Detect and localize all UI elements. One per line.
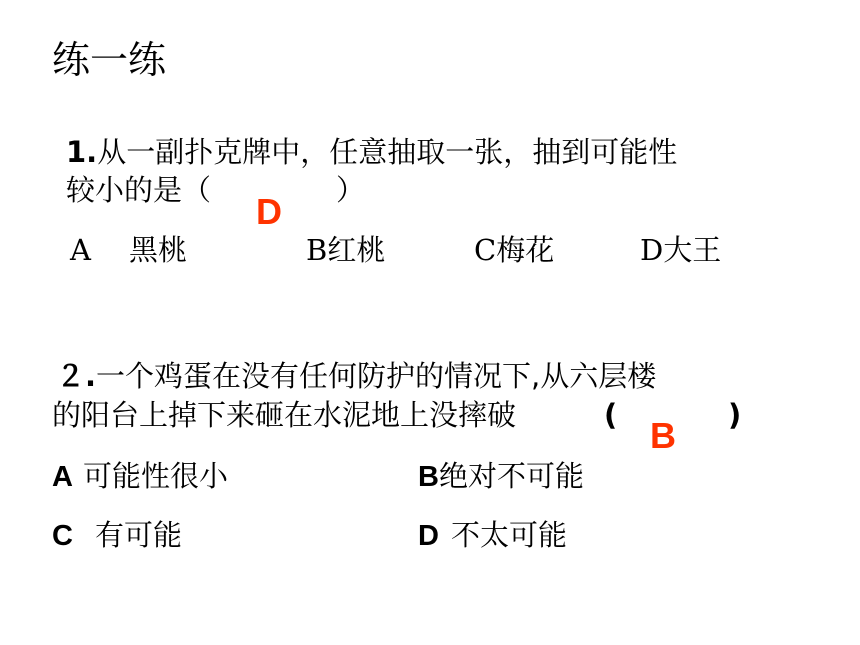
question-2-text-line-2: 的阳台上掉下来砸在水泥地上没摔破 [52, 398, 517, 432]
question-1-paren-close: ） [336, 173, 366, 207]
question-2-option-b [418, 458, 584, 495]
question-2-paren-open: ( [604, 398, 618, 432]
option-letter: C [474, 233, 497, 267]
question-2-paren-close: ) [728, 398, 742, 432]
question-1-option-b [306, 232, 385, 268]
option-text: 红桃 [327, 233, 386, 267]
question-2-text-line-1: 一个鸡蛋在没有任何防护的情况下,从六层楼 [96, 359, 657, 393]
question-2-number: ２. [56, 359, 97, 393]
option-letter: A [70, 233, 91, 267]
question-1-option-d [640, 232, 721, 268]
option-text: 有可能 [94, 518, 182, 552]
question-2-option-a [52, 458, 228, 495]
question-1-answer: D [256, 191, 282, 232]
question-1-number: 1. [66, 135, 98, 169]
option-text: 不太可能 [450, 518, 567, 552]
option-letter: B [418, 461, 439, 493]
question-1-option-a [70, 232, 187, 268]
question-1-line-1 [66, 134, 677, 170]
question-2-option-d [418, 517, 567, 554]
question-2-option-c [52, 517, 182, 554]
option-letter: D [640, 233, 664, 267]
question-2-answer: B [650, 415, 676, 456]
option-letter: B [306, 233, 328, 267]
question-1-text-line-2: 较小的是（ [66, 173, 212, 207]
option-letter: A [52, 461, 73, 493]
option-text: 黑桃 [128, 233, 187, 267]
question-1-text-line-1: 从一副扑克牌中，任意抽取一张，抽到可能性 [97, 135, 678, 169]
option-text: 梅花 [496, 233, 555, 267]
option-letter: C [52, 520, 73, 552]
page-title: 练一练 [52, 38, 167, 82]
option-text: 绝对不可能 [438, 459, 584, 493]
question-2-line-2 [52, 397, 516, 433]
question-1-option-c [474, 232, 554, 268]
option-text: 大王 [663, 233, 722, 267]
option-text: 可能性很小 [82, 459, 228, 493]
question-1-line-2 [66, 172, 211, 208]
question-2-line-1 [56, 358, 656, 394]
option-letter: D [418, 520, 439, 552]
